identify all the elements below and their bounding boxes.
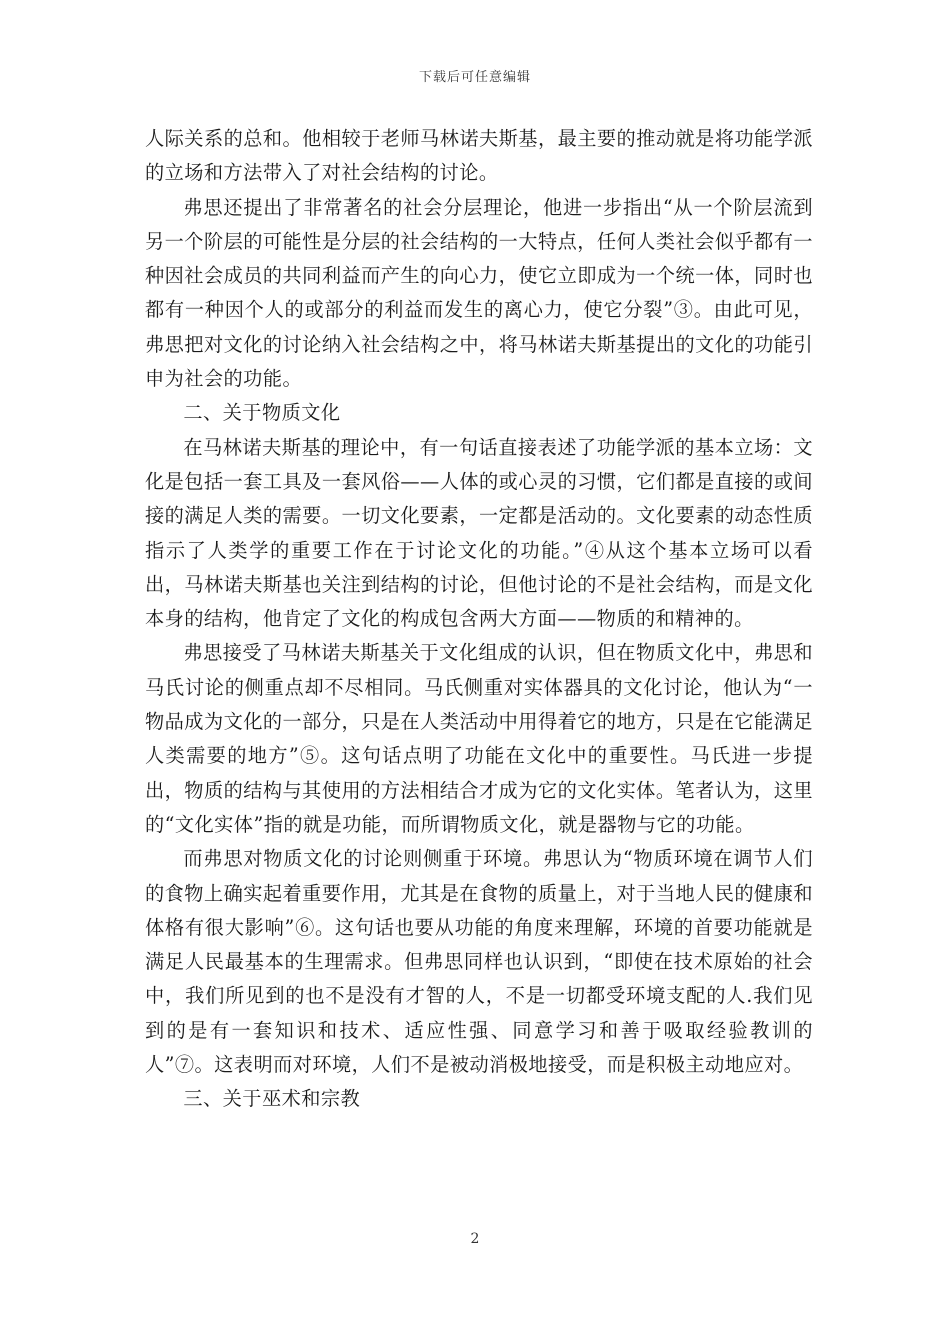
paragraph-1: 人际关系的总和。他相较于老师马林诺夫斯基，最主要的推动就是将功能学派的立场和方法带入了对社会结构的讨论。 xyxy=(145,127,813,185)
paragraph-5: 而弗思对物质文化的讨论则侧重于环境。弗思认为“物质环境在调节人们的食物上确实起着重要作用，尤其是在食物的质量上，对于当地人民的健康和体格有很大影响”⑥。这句话也要从功能的角度来理解，环境的首要功能就是满足人民最基本的生理需求。但弗思同样也认识到，“即使在技术原始的社会中，我们所见到的也不是没有才智的人，不是一切都受环境支配的人.我们见到的是有一套知识和技术、适应性强、同意学习和善于吸取经验教训的人”⑦。这表明而对环境，人们不是被动消极地接受，而是积极主动地应对。 xyxy=(145,847,813,1077)
page-header: 下载后可任意编辑 xyxy=(418,70,531,85)
section-heading-material-culture: 二、关于物质文化 xyxy=(183,401,341,425)
paragraph-3: 在马林诺夫斯基的理论中，有一句话直接表述了功能学派的基本立场：文化是包括一套工具及一套风俗——人体的或心灵的习惯，它们都是直接的或间接的满足人类的需要。一切文化要素，一定都是活动的。文化要素的动态性质指示了人类学的重要工作在于讨论文化的功能。”④从这个基本立场可以看出，马林诺夫斯基也关注到结构的讨论，但他讨论的不是社会结构，而是文化本身的结构，他肯定了文化的构成包含两大方面——物质的和精神的。 xyxy=(145,435,813,631)
paragraph-4: 弗思接受了马林诺夫斯基关于文化组成的认识，但在物质文化中，弗思和马氏讨论的侧重点却不尽相同。马氏侧重对实体器具的文化讨论，他认为“一物品成为文化的一部分，只是在人类活动中用得着它的地方，只是在它能满足人类需要的地方”⑤。这句话点明了功能在文化中的重要性。马氏进一步提出，物质的结构与其使用的方法相结合才成为它的文化实体。笔者认为，这里的“文化实体”指的就是功能，而所谓物质文化，就是器物与它的功能。 xyxy=(145,641,813,836)
section-heading-magic-religion: 三、关于巫术和宗教 xyxy=(183,1087,361,1111)
page-number: 2 xyxy=(470,1231,480,1247)
paragraph-2: 弗思还提出了非常著名的社会分层理论，他进一步指出“从一个阶层流到另一个阶层的可能性是分层的社会结构的一大特点，任何人类社会似乎都有一种因社会成员的共同利益而产生的向心力，使它立即成为一个统一体，同时也都有一种因个人的或部分的利益而发生的离心力，使它分裂”③。由此可见，弗思把对文化的讨论纳入社会结构之中，将马林诺夫斯基提出的文化的功能引申为社会的功能。 xyxy=(145,195,813,391)
document-body xyxy=(145,122,813,1117)
